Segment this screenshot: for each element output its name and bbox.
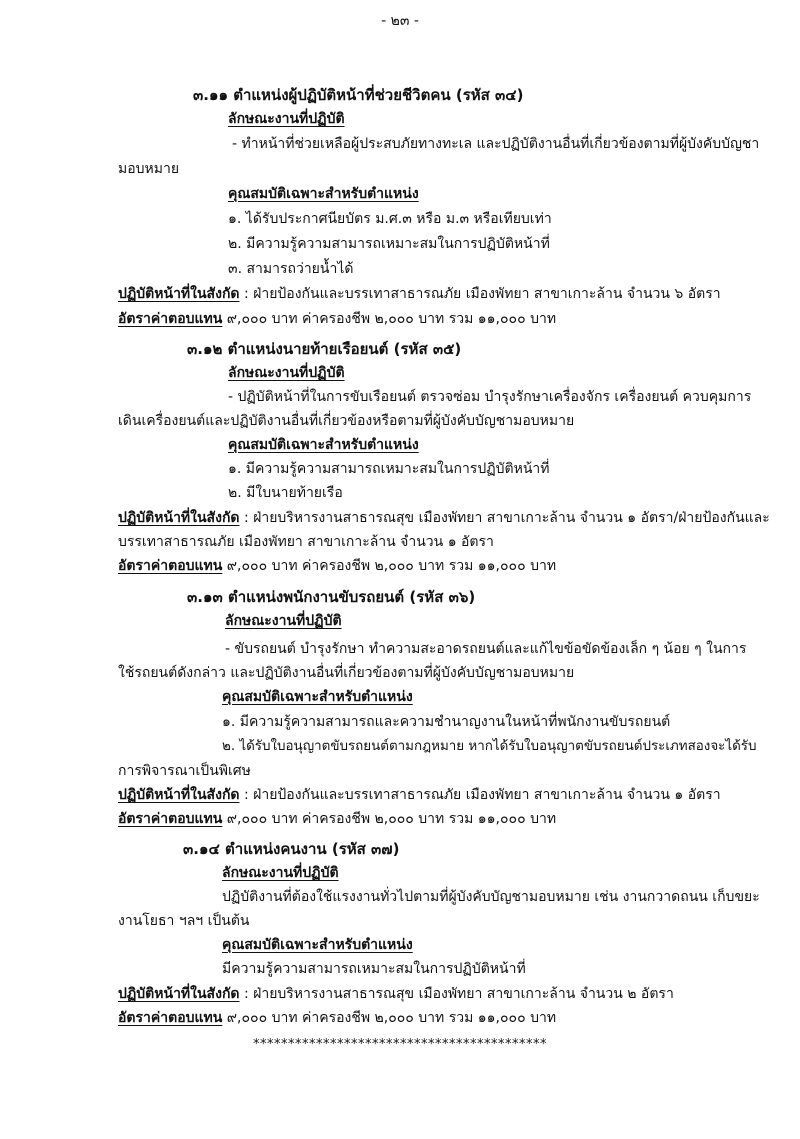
section-3-11-heading: ๓.๑๑ ตำแหน่งผู้ปฏิบัติหน้าที่ช่วยชีวิตคน (รหัส ๓๔) — [193, 86, 524, 104]
section-3-14-unit — [118, 987, 674, 1001]
section-3-14-unit-label: ปฏิบัติหน้าที่ในสังกัด — [118, 986, 240, 1002]
section-3-13-duties-line-1: - ขับรถยนต์ บำรุงรักษา ทำความสะอาดรถยนต์และแก้ไขข้อขัดข้องเล็ก ๆ น้อย ๆ ในการ — [225, 641, 747, 657]
section-3-11-pay-label: อัตราค่าตอบแทน — [118, 311, 223, 327]
section-3-11-pay — [118, 312, 556, 326]
section-3-11-unit-text: : ฝ่ายป้องกันและบรรเทาสาธารณภัย เมืองพัทยา สาขาเกาะล้าน จำนวน ๖ อัตรา — [239, 286, 721, 302]
section-3-14-pay-text: ๙,๐๐๐ บาท ค่าครองชีพ ๒,๐๐๐ บาท รวม ๑๑,๐๐๐ บาท — [222, 1010, 557, 1026]
section-3-14-duties-line-2: งานโยธา ฯลฯ เป็นต้น — [118, 913, 250, 929]
page-number: - ๒๓ - — [381, 13, 419, 29]
section-3-13-qual-3: การพิจารณาเป็นพิเศษ — [118, 763, 251, 779]
section-3-12-unit — [118, 511, 770, 525]
section-3-13-unit — [118, 788, 721, 802]
section-3-11-qual-2: ๒. มีความรู้ความสามารถเหมาะสมในการปฏิบัติหน้าที่ — [228, 236, 550, 252]
section-3-12-duties-title: ลักษณะงานที่ปฏิบัติ — [228, 365, 345, 381]
end-marker: ****************************************** — [253, 1037, 547, 1052]
section-3-11-duties-line-1: - ทำหน้าที่ช่วยเหลือผู้ประสบภัยทางทะเล และปฏิบัติงานอื่นที่เกี่ยวข้องตามที่ผู้บังคับบัญชา — [232, 136, 760, 152]
section-3-13-pay-label: อัตราค่าตอบแทน — [118, 811, 223, 827]
section-3-12-qual-1: ๑. มีความรู้ความสามารถเหมาะสมในการปฏิบัติหน้าที่ — [228, 461, 550, 477]
section-3-14-qual-1: มีความรู้ความสามารถเหมาะสมในการปฏิบัติหน้าที่ — [222, 961, 526, 977]
section-3-12-pay-text: ๙,๐๐๐ บาท ค่าครองชีพ ๒,๐๐๐ บาท รวม ๑๑,๐๐๐ บาท — [222, 558, 557, 574]
section-3-14-unit-text: : ฝ่ายบริหารงานสาธารณสุข เมืองพัทยา สาขาเกาะล้าน จำนวน ๒ อัตรา — [239, 986, 674, 1002]
section-3-12-pay — [118, 559, 556, 573]
section-3-13-duties-title: ลักษณะงานที่ปฏิบัติ — [225, 613, 342, 629]
section-3-13-duties-line-2: ใช้รถยนต์ดังกล่าว และปฏิบัติงานอื่นที่เกี่ยวข้องตามที่ผู้บังคับบัญชามอบหมาย — [118, 665, 575, 681]
section-3-11-unit-label: ปฏิบัติหน้าที่ในสังกัด — [118, 286, 240, 302]
section-3-13-pay — [118, 812, 556, 826]
section-3-14-pay-label: อัตราค่าตอบแทน — [118, 1010, 223, 1026]
section-3-11-duties-title: ลักษณะงานที่ปฏิบัติ — [228, 111, 345, 127]
section-3-14-duties-line-1: ปฏิบัติงานที่ต้องใช้แรงงานทั่วไปตามที่ผู้บังคับบัญชามอบหมาย เช่น งานกวาดถนน เก็บขยะ — [222, 889, 760, 905]
section-3-12-qual-2: ๒. มีใบนายท้ายเรือ — [228, 485, 343, 501]
section-3-13-unit-label: ปฏิบัติหน้าที่ในสังกัด — [118, 787, 240, 803]
section-3-11-qual-title: คุณสมบัติเฉพาะสำหรับตำแหน่ง — [228, 186, 419, 202]
section-3-13-heading: ๓.๑๓ ตำแหน่งพนักงานขับรถยนต์ (รหัส ๓๖) — [187, 588, 476, 606]
section-3-11-pay-text: ๙,๐๐๐ บาท ค่าครองชีพ ๒,๐๐๐ บาท รวม ๑๑,๐๐๐ บาท — [222, 311, 557, 327]
section-3-11-duties-line-2: มอบหมาย — [118, 161, 180, 177]
section-3-11-unit — [118, 287, 721, 301]
section-3-12-qual-title: คุณสมบัติเฉพาะสำหรับตำแหน่ง — [228, 437, 419, 453]
section-3-12-pay-label: อัตราค่าตอบแทน — [118, 558, 223, 574]
section-3-13-qual-2: ๒. ได้รับใบอนุญาตขับรถยนต์ตามกฎหมาย หากได้รับใบอนุญาตขับรถยนต์ประเภทสองจะได้รับ — [222, 739, 757, 754]
section-3-12-unit-line-2: บรรเทาสาธารณภัย เมืองพัทยา สาขาเกาะล้าน จำนวน ๑ อัตรา — [118, 534, 494, 550]
section-3-12-unit-text: : ฝ่ายบริหารงานสาธารณสุข เมืองพัทยา สาขาเกาะล้าน จำนวน ๑ อัตรา/ฝ่ายป้องกันและ — [239, 510, 770, 526]
section-3-12-duties-line-1: - ปฏิบัติหน้าที่ในการขับเรือยนต์ ตรวจซ่อม บำรุงรักษาเครื่องจักร เครื่องยนต์ ควบคุมการ — [228, 389, 752, 405]
section-3-13-qual-title: คุณสมบัติเฉพาะสำหรับตำแหน่ง — [222, 689, 413, 705]
section-3-12-heading: ๓.๑๒ ตำแหน่งนายท้ายเรือยนต์ (รหัส ๓๕) — [187, 340, 462, 358]
section-3-12-duties-line-2: เดินเครื่องยนต์และปฏิบัติงานอื่นที่เกี่ยวข้องหรือตามที่ผู้บังคับบัญชามอบหมาย — [118, 413, 575, 429]
section-3-13-unit-text: : ฝ่ายป้องกันและบรรเทาสาธารณภัย เมืองพัทยา สาขาเกาะล้าน จำนวน ๑ อัตรา — [239, 787, 721, 803]
section-3-13-pay-text: ๙,๐๐๐ บาท ค่าครองชีพ ๒,๐๐๐ บาท รวม ๑๑,๐๐๐ บาท — [222, 811, 557, 827]
section-3-14-duties-title: ลักษณะงานที่ปฏิบัติ — [222, 865, 339, 881]
section-3-14-pay — [118, 1011, 556, 1025]
section-3-12-unit-label: ปฏิบัติหน้าที่ในสังกัด — [118, 510, 240, 526]
section-3-14-heading: ๓.๑๔ ตำแหน่งคนงาน (รหัส ๓๗) — [183, 840, 400, 858]
section-3-13-qual-1: ๑. มีความรู้ความสามารถและความชำนาญงานในหน้าที่พนักงานขับรถยนต์ — [222, 714, 671, 730]
section-3-11-qual-1: ๑. ได้รับประกาศนียบัตร ม.ศ.๓ หรือ ม.๓ หรือเทียบเท่า — [228, 211, 552, 227]
section-3-11-qual-3: ๓. สามารถว่ายน้ำได้ — [228, 261, 354, 277]
section-3-14-qual-title: คุณสมบัติเฉพาะสำหรับตำแหน่ง — [222, 937, 413, 953]
